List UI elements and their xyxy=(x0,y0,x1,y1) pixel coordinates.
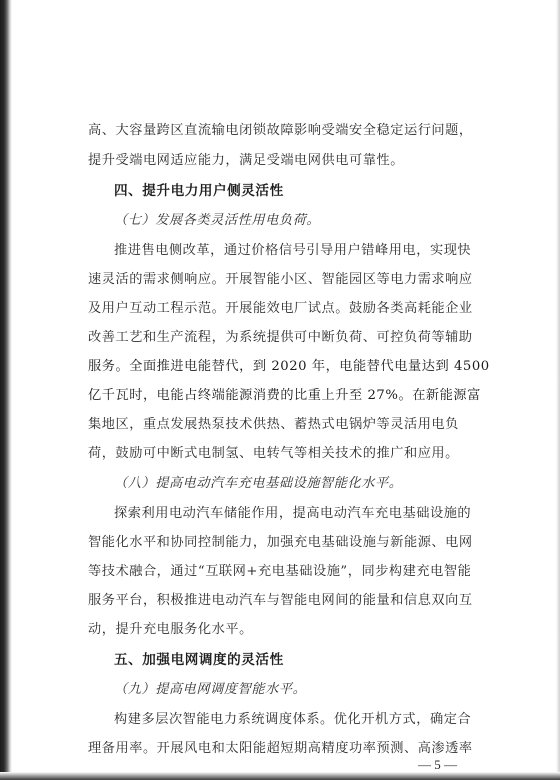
paragraph-line: 集地区，重点发展热泵技术供热、蓄热式电锅炉等灵活用电负 xyxy=(88,417,459,432)
subsection-heading-7: （七）发展各类灵活性用电负荷。 xyxy=(114,213,321,228)
paragraph-line: 速灵活的需求侧响应。开展智能小区、智能园区等电力需求响应 xyxy=(88,272,473,287)
page-number: — 5 — xyxy=(418,757,457,772)
paragraph-line: 等技术融合，通过“互联网+充电基础设施”，同步构建充电智能 xyxy=(88,564,472,579)
paragraph-line: 荷，鼓励可中断式电制氢、电转气等相关技术的推广和应用。 xyxy=(88,446,459,461)
paragraph-line: 及用户互动工程示范。开展能效电厂试点。鼓励各类高耗能企业 xyxy=(88,301,473,316)
scan-edge-right xyxy=(556,0,560,780)
paragraph-line: 服务平台，积极推进电动汽车与智能电网间的能量和信息双向互 xyxy=(88,593,473,608)
paragraph-line: 动，提升充电服务化水平。 xyxy=(88,622,253,637)
scan-edge-left xyxy=(0,0,12,780)
paragraph-line: 服务。全面推进电能替代，到 2020 年，电能替代电量达到 4500 xyxy=(88,359,490,374)
paragraph-line: 构建多层次智能电力系统调度体系。优化开机方式，确定合 xyxy=(114,712,472,727)
section-heading-5: 五、加强电网调度的灵活性 xyxy=(114,652,284,668)
paragraph-line: 改善工艺和生产流程，为系统提供可中断负荷、可控负荷等辅助 xyxy=(88,330,473,345)
paragraph-line: 提升受端电网适应能力，满足受端电网供电可靠性。 xyxy=(88,153,404,168)
paragraph-line: 理备用率。开展风电和太阳能超短期高精度功率预测、高渗透率 xyxy=(88,741,473,756)
paragraph-line: 推进售电侧改革，通过价格信号引导用户错峰用电，实现快 xyxy=(114,243,472,258)
section-heading-4: 四、提升电力用户侧灵活性 xyxy=(114,183,284,199)
paragraph-line: 智能化水平和协同控制能力，加强充电基础设施与新能源、电网 xyxy=(88,535,473,550)
subsection-heading-9: （九）提高电网调度智能水平。 xyxy=(114,682,307,697)
paragraph-line: 亿千瓦时，电能占终端能源消费的比重上升至 27%。在新能源富 xyxy=(88,388,481,403)
paragraph-line: 高、大容量跨区直流输电闭锁故障影响受端安全稳定运行问题， xyxy=(88,123,473,138)
scan-edge-bottom xyxy=(0,772,560,780)
paragraph-line: 探索利用电动汽车储能作用，提高电动汽车充电基础设施的 xyxy=(114,506,472,521)
subsection-heading-8: （八）提高电动汽车充电基础设施智能化水平。 xyxy=(114,476,403,491)
